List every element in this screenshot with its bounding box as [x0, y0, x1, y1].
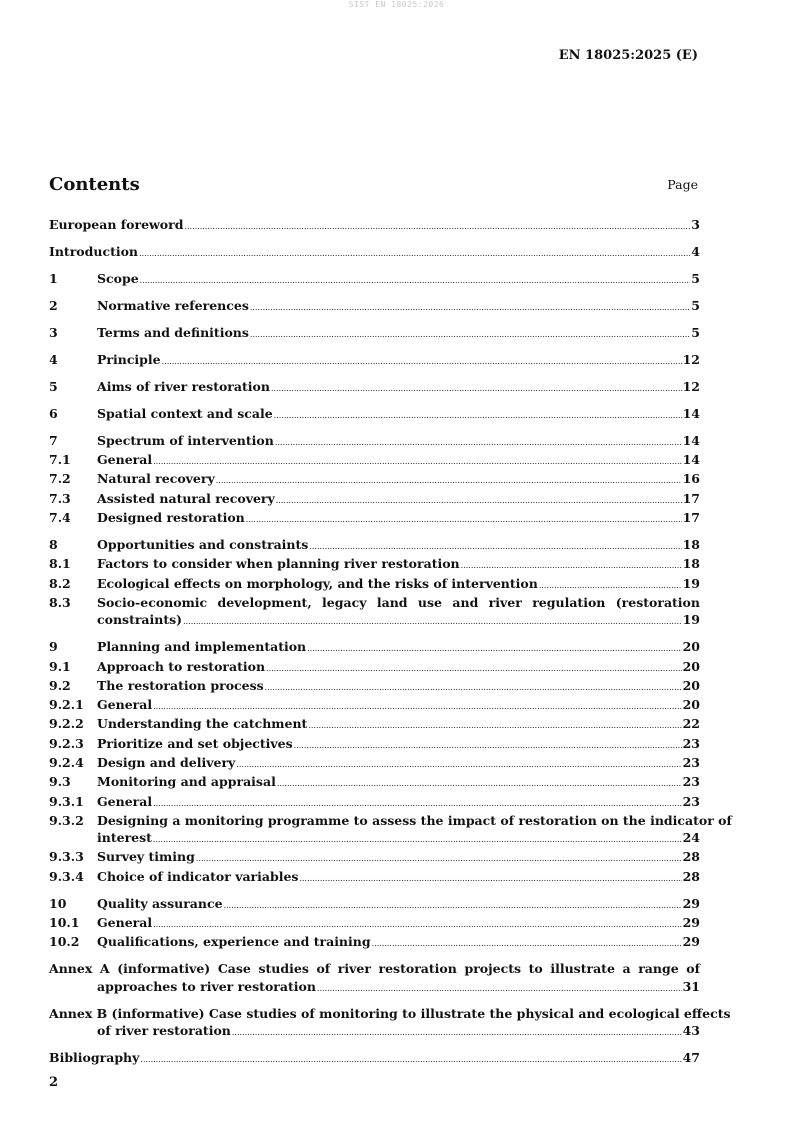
dot-leader [307, 638, 681, 657]
toc-title: Monitoring and appraisal [97, 774, 276, 790]
toc-number: 9.3 [49, 774, 71, 790]
toc-entry-8[interactable] [49, 536, 700, 555]
toc-number: 2 [49, 297, 58, 313]
toc-number: 8.3 [49, 594, 71, 610]
toc-title: The restoration process [97, 677, 264, 693]
toc-page: 23 [682, 735, 700, 751]
toc-title: Introduction [49, 243, 139, 259]
toc-entry-9-3-1[interactable] [49, 793, 700, 812]
toc-page: 5 [691, 324, 700, 340]
toc-number: 9.2.3 [49, 735, 84, 751]
toc-number: 10.2 [49, 934, 80, 950]
toc-title: Terms and definitions [97, 324, 249, 340]
dot-leader [250, 297, 690, 316]
dot-leader [299, 868, 681, 887]
toc-number: 1 [49, 270, 58, 286]
dot-leader [153, 829, 682, 848]
toc-page: 29 [682, 915, 700, 931]
dot-leader [275, 432, 682, 451]
toc-page: 31 [682, 978, 700, 994]
toc-title: General [97, 793, 153, 809]
toc-title-line-1: Socio-economic development, legacy land use and river regulation (restoration [97, 594, 700, 610]
dot-leader [276, 490, 682, 509]
toc-title-line-1: Designing a monitoring programme to assess the impact of restoration on the indicator of [97, 812, 732, 828]
toc-entry-10[interactable] [49, 895, 700, 914]
dot-leader [224, 895, 682, 914]
toc-page: 4 [691, 243, 700, 259]
toc-title-line-2: approaches to river restoration [97, 978, 316, 994]
toc-title: General [97, 452, 153, 468]
toc-page: 23 [682, 755, 700, 770]
toc-entry-7-1[interactable] [49, 451, 700, 470]
toc-number: 9.3.4 [49, 868, 84, 884]
toc-page: 20 [682, 658, 700, 674]
toc-page: 16 [682, 471, 700, 487]
page-column-label: Page [667, 177, 698, 192]
dot-leader [162, 351, 682, 370]
toc-entry-10-2[interactable] [49, 933, 700, 952]
dot-leader [294, 735, 682, 754]
toc-title: Aims of river restoration [97, 378, 270, 394]
dot-leader [139, 243, 690, 262]
toc-entry-european-foreword[interactable] [49, 216, 700, 235]
toc-page: 3 [691, 217, 700, 232]
toc-page: 17 [682, 510, 700, 526]
toc-page: 47 [682, 1049, 700, 1065]
toc-title: Choice of indicator variables [97, 868, 299, 884]
toc-entry-8-3[interactable] [49, 594, 700, 631]
dot-leader [274, 405, 682, 424]
dot-leader [153, 451, 681, 470]
toc-entry-1[interactable] [49, 270, 700, 289]
dot-leader [265, 677, 682, 696]
toc-number: 6 [49, 405, 58, 421]
toc-title-line-1: Annex A (informative) Case studies of river restoration projects to illustrate a range of [49, 961, 700, 977]
toc-page: 14 [682, 405, 700, 421]
toc-page: 17 [682, 490, 700, 506]
toc-title-line-1: Annex B (informative) Case studies of monitoring to illustrate the physical and ecological effects [49, 1005, 731, 1021]
toc-number: 7.4 [49, 510, 71, 526]
dot-leader [277, 773, 682, 792]
toc-title: Assisted natural recovery [97, 490, 275, 506]
toc-entry-7[interactable] [49, 432, 700, 451]
toc-title: General [97, 697, 153, 713]
toc-page: 20 [682, 697, 700, 713]
dot-leader [246, 509, 682, 528]
page-number: 2 [49, 1075, 59, 1090]
toc-number: 3 [49, 324, 58, 340]
toc-entry-9-2-2[interactable] [49, 715, 700, 734]
toc-number: 10.1 [49, 915, 80, 931]
dot-leader [271, 378, 682, 397]
dot-leader [140, 270, 691, 289]
toc-number: 10 [49, 895, 67, 911]
dot-leader [309, 536, 681, 555]
toc-title: Designed restoration [97, 510, 245, 526]
toc-title: General [97, 915, 153, 931]
toc-entry-8-2[interactable] [49, 575, 700, 594]
dot-leader [317, 978, 682, 997]
toc-title: European foreword [49, 217, 184, 232]
toc-page: 28 [682, 868, 700, 884]
dot-leader [153, 793, 681, 812]
toc-page: 19 [682, 612, 700, 628]
toc-number: 5 [49, 378, 58, 394]
toc-page: 23 [682, 793, 700, 809]
toc-title: Normative references [97, 297, 249, 313]
toc-title: Ecological effects on morphology, and the risks of intervention [97, 575, 538, 591]
toc-number: 9.3.2 [49, 812, 84, 828]
toc-number: 9.3.3 [49, 849, 84, 865]
toc-number: 8.1 [49, 556, 71, 572]
toc-entry-9-3-2[interactable] [49, 812, 732, 849]
toc-entry-annex-a[interactable] [49, 960, 700, 997]
toc-title: Factors to consider when planning river restoration [97, 556, 460, 572]
toc-page: 18 [682, 556, 700, 572]
toc-title-line-2: interest [97, 830, 152, 846]
toc-entry-annex-b[interactable] [49, 1005, 731, 1042]
toc-entry-9-3[interactable] [49, 773, 700, 792]
toc-entry-9-1[interactable] [49, 658, 700, 677]
toc-entry-7-4[interactable] [49, 509, 700, 528]
contents-title: Contents [49, 174, 140, 195]
toc-page: 29 [682, 895, 700, 911]
toc-page: 43 [682, 1022, 700, 1038]
dot-leader [250, 324, 690, 343]
toc-title: Principle [97, 351, 161, 367]
dot-leader [153, 914, 681, 933]
toc-number: 8 [49, 537, 58, 553]
toc-page: 20 [682, 677, 700, 693]
toc-number: 9.1 [49, 658, 71, 674]
toc-title: Scope [97, 270, 139, 286]
toc-title: Quality assurance [97, 895, 223, 911]
toc-entry-9-3-3[interactable] [49, 848, 700, 867]
toc-title: Understanding the catchment [97, 716, 308, 732]
toc-title: Spatial context and scale [97, 405, 273, 421]
toc-number: 9.2.4 [49, 755, 84, 770]
toc-page: 12 [682, 378, 700, 394]
dot-leader [153, 696, 681, 715]
toc-title: Opportunities and constraints [97, 537, 309, 553]
toc-page: 14 [682, 452, 700, 468]
toc-entry-4[interactable] [49, 351, 700, 370]
toc-page: 28 [682, 849, 700, 865]
toc-title: Bibliography [49, 1049, 140, 1065]
toc-number: 7.2 [49, 471, 71, 487]
document-id: EN 18025:2025 (E) [558, 48, 698, 63]
toc-page: 24 [682, 830, 700, 846]
toc-page: 20 [682, 639, 700, 655]
toc-title: Natural recovery [97, 471, 215, 487]
toc-entry-6[interactable] [49, 405, 700, 424]
dot-leader [183, 611, 681, 630]
toc-title: Survey timing [97, 849, 195, 865]
dot-leader [308, 715, 681, 734]
toc-entry-9-2[interactable] [49, 677, 700, 696]
toc-page: 23 [682, 774, 700, 790]
toc-entry-7-2[interactable] [49, 470, 700, 489]
dot-leader [539, 575, 682, 594]
toc-page: 14 [682, 432, 700, 448]
toc-title-line-2: constraints) [97, 612, 183, 628]
toc-entry-5[interactable] [49, 378, 700, 397]
table-of-contents [49, 216, 732, 1068]
toc-entry-2[interactable] [49, 297, 700, 316]
toc-number: 9.2 [49, 677, 71, 693]
toc-number: 7 [49, 432, 58, 448]
watermark: SIST EN 18025:2026 [348, 0, 445, 9]
toc-page: 18 [682, 537, 700, 553]
dot-leader [461, 555, 682, 574]
toc-number: 9.2.2 [49, 716, 84, 732]
toc-title: Prioritize and set objectives [97, 735, 293, 751]
dot-leader [216, 470, 682, 489]
toc-entry-8-1[interactable] [49, 555, 700, 574]
toc-title: Planning and implementation [97, 639, 307, 655]
toc-number: 4 [49, 351, 58, 367]
dot-leader [236, 754, 681, 773]
toc-entry-bibliography[interactable] [49, 1049, 700, 1068]
toc-page: 29 [682, 934, 700, 950]
dot-leader [232, 1022, 682, 1041]
toc-entry-introduction[interactable] [49, 243, 700, 262]
toc-entry-10-1[interactable] [49, 914, 700, 933]
toc-entry-9-2-1[interactable] [49, 696, 700, 715]
toc-number: 7.1 [49, 452, 71, 468]
toc-page: 5 [691, 297, 700, 313]
dot-leader [196, 848, 682, 867]
dot-leader [184, 216, 690, 235]
toc-number: 9 [49, 639, 58, 655]
toc-page: 19 [682, 575, 700, 591]
toc-title-line-2: of river restoration [97, 1022, 231, 1038]
toc-title: Qualifications, experience and training [97, 934, 371, 950]
dot-leader [372, 933, 682, 952]
toc-entry-9[interactable] [49, 638, 700, 657]
toc-page: 5 [691, 270, 700, 286]
toc-page: 12 [682, 351, 700, 367]
toc-entry-9-2-3[interactable] [49, 735, 700, 754]
toc-number: 7.3 [49, 490, 71, 506]
toc-number: 9.2.1 [49, 697, 84, 713]
toc-number: 9.3.1 [49, 793, 84, 809]
toc-number: 8.2 [49, 575, 71, 591]
toc-entry-3[interactable] [49, 324, 700, 343]
toc-entry-9-2-4[interactable] [49, 754, 700, 773]
toc-title: Spectrum of intervention [97, 432, 274, 448]
toc-title: Design and delivery [97, 755, 236, 770]
dot-leader [140, 1049, 681, 1068]
toc-title: Approach to restoration [97, 658, 266, 674]
dot-leader [266, 658, 682, 677]
toc-entry-9-3-4[interactable] [49, 868, 700, 887]
toc-entry-7-3[interactable] [49, 490, 700, 509]
toc-page: 22 [682, 716, 700, 732]
